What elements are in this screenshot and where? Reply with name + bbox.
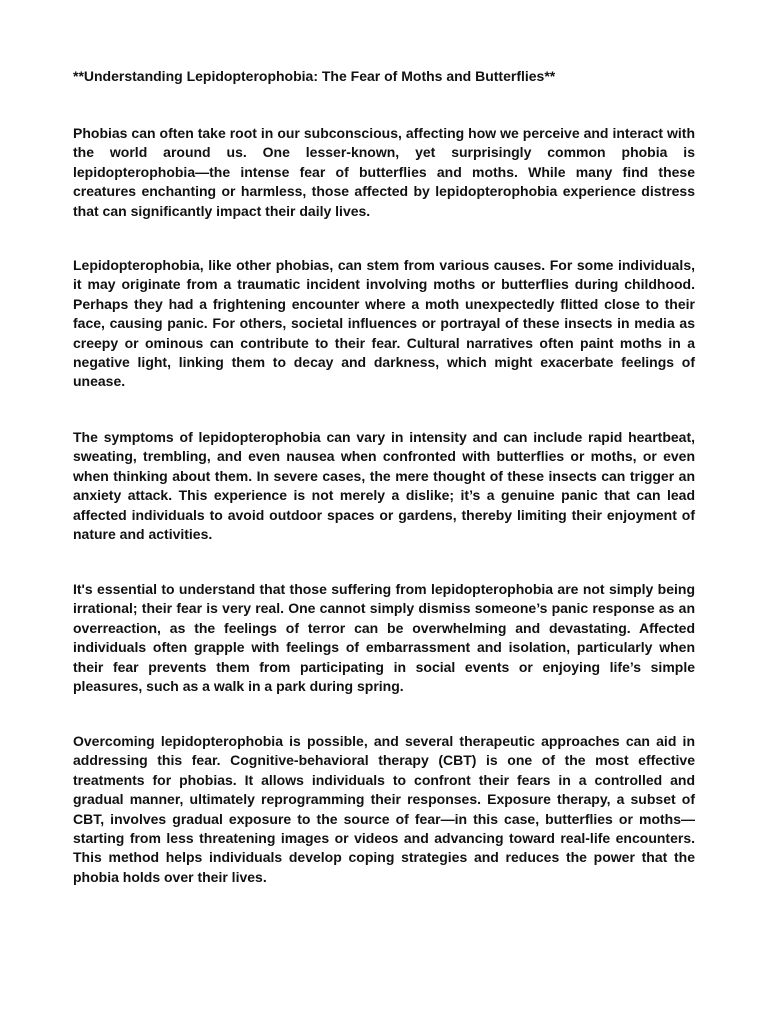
paragraph-impact: It's essential to understand that those suffering from lepidopterophobia are not simply being irrational; their fear is very real. One cannot simply dismiss someone’s panic response as an overreaction, as the feelings of terror can be overwhelming and devastating. Affected individuals often grapple with feelings of embarrassment and isolation, particularly when their fear prevents them from participating in social events or enjoying life’s simple pleasures, such as a walk in a park during spring. [73,581,695,695]
paragraph-symptoms: The symptoms of lepidopterophobia can vary in intensity and can include rapid heartbeat, sweating, trembling, and even nausea when confronted with butterflies or moths, or even when thinking about them. In severe cases, the mere thought of these insects can trigger an anxiety attack. This experience is not merely a dislike; it’s a genuine panic that can lead affected individuals to avoid outdoor spaces or gardens, thereby limiting their enjoyment of nature and activities. [73,429,695,543]
paragraph-introduction: Phobias can often take root in our subconscious, affecting how we perceive and interact with the world around us. One lesser-known, yet surprisingly common phobia is lepidopterophobia—the intense fear of butterflies and moths. While many find these creatures enchanting or harmless, those affected by lepidopterophobia experience distress that can significantly impact their daily lives. [73,125,695,219]
document-title: **Understanding Lepidopterophobia: The Fear of Moths and Butterflies** [73,68,556,84]
paragraph-treatment: Overcoming lepidopterophobia is possible, and several therapeutic approaches can aid in addressing this fear. Cognitive-behavioral therapy (CBT) is one of the most effective treatments for phobias. It allows individuals to confront their fears in a controlled and gradual manner, ultimately reprogramming their responses. Exposure therapy, a subset of CBT, involves gradual exposure to the source of fear—in this case, butterflies or moths—starting from less threatening images or videos and advancing toward real-life encounters. This method helps individuals develop coping strategies and reduces the power that the phobia holds over their lives. [73,733,695,885]
paragraph-causes: Lepidopterophobia, like other phobias, can stem from various causes. For some individuals, it may originate from a traumatic incident involving moths or butterflies during childhood. Perhaps they had a frightening encounter where a moth unexpectedly flitted close to their face, causing panic. For others, societal influences or portrayal of these insects in media as creepy or ominous can contribute to their fear. Cultural narratives often paint moths in a negative light, linking them to decay and darkness, which might exacerbate feelings of unease. [73,257,695,390]
